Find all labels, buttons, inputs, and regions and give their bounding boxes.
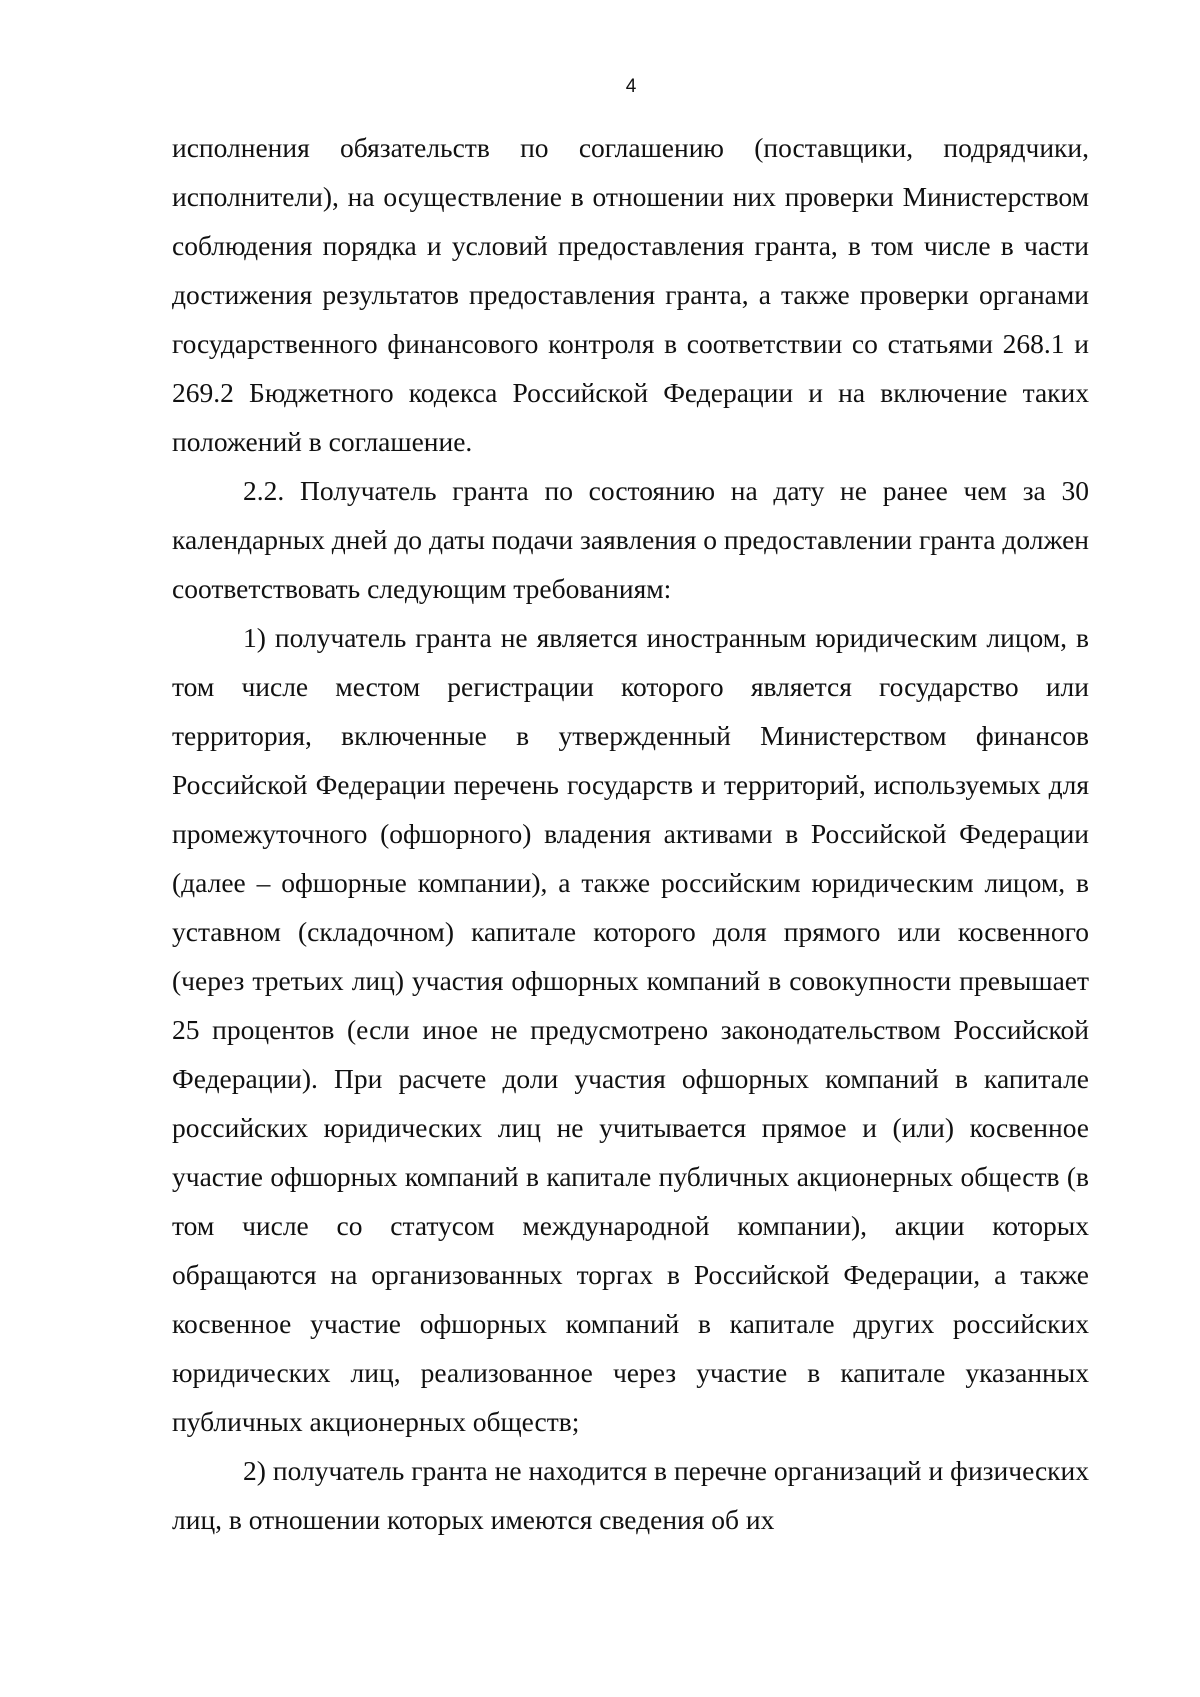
- paragraph-continuation: исполнения обязательств по соглашению (поставщики, подрядчики, исполнители), на осуществление в отношении них проверки Министерством соблюдения порядка и условий предоставления гранта, в том числе в части достижения результатов предоставления гранта, а также проверки органами государственного финансового контроля в соответствии со статьями 268.1 и 269.2 Бюджетного кодекса Российской Федерации и на включение таких положений в соглашение.: [172, 132, 1089, 457]
- paragraph-item-1: 1) получатель гранта не является иностранным юридическим лицом, в том числе местом регистрации которого является государство или территория, включенные в утвержденный Министерством финансов Российской Федерации перечень государств и территорий, используемых для промежуточного (офшорного) владения активами в Российской Федерации (далее – офшорные компании), а также российским юридическим лицом, в уставном (складочном) капитале которого доля прямого или косвенного (через третьих лиц) участия офшорных компаний в совокупности превышает 25 процентов (если иное не предусмотрено законодательством Российской Федерации). При расчете доли участия офшорных компаний в капитале российских юридических лиц не учитывается прямое и (или) косвенное участие офшорных компаний в капитале публичных акционерных обществ (в том числе со статусом международной компании), акции которых обращаются на организованных торгах в Российской Федерации, а также косвенное участие офшорных компаний в капитале других российских юридических лиц, реализованное через участие в капитале указанных публичных акционерных обществ;: [172, 622, 1089, 1437]
- paragraph-item-2: 2) получатель гранта не находится в перечне организаций и физических лиц, в отношении которых имеются сведения об их: [172, 1455, 1089, 1535]
- paragraph-2-2: 2.2. Получатель гранта по состоянию на дату не ранее чем за 30 календарных дней до даты подачи заявления о предоставлении гранта должен соответствовать следующим требованиям:: [172, 475, 1089, 604]
- page-number: 4: [625, 76, 637, 97]
- document-body: [172, 123, 1089, 1544]
